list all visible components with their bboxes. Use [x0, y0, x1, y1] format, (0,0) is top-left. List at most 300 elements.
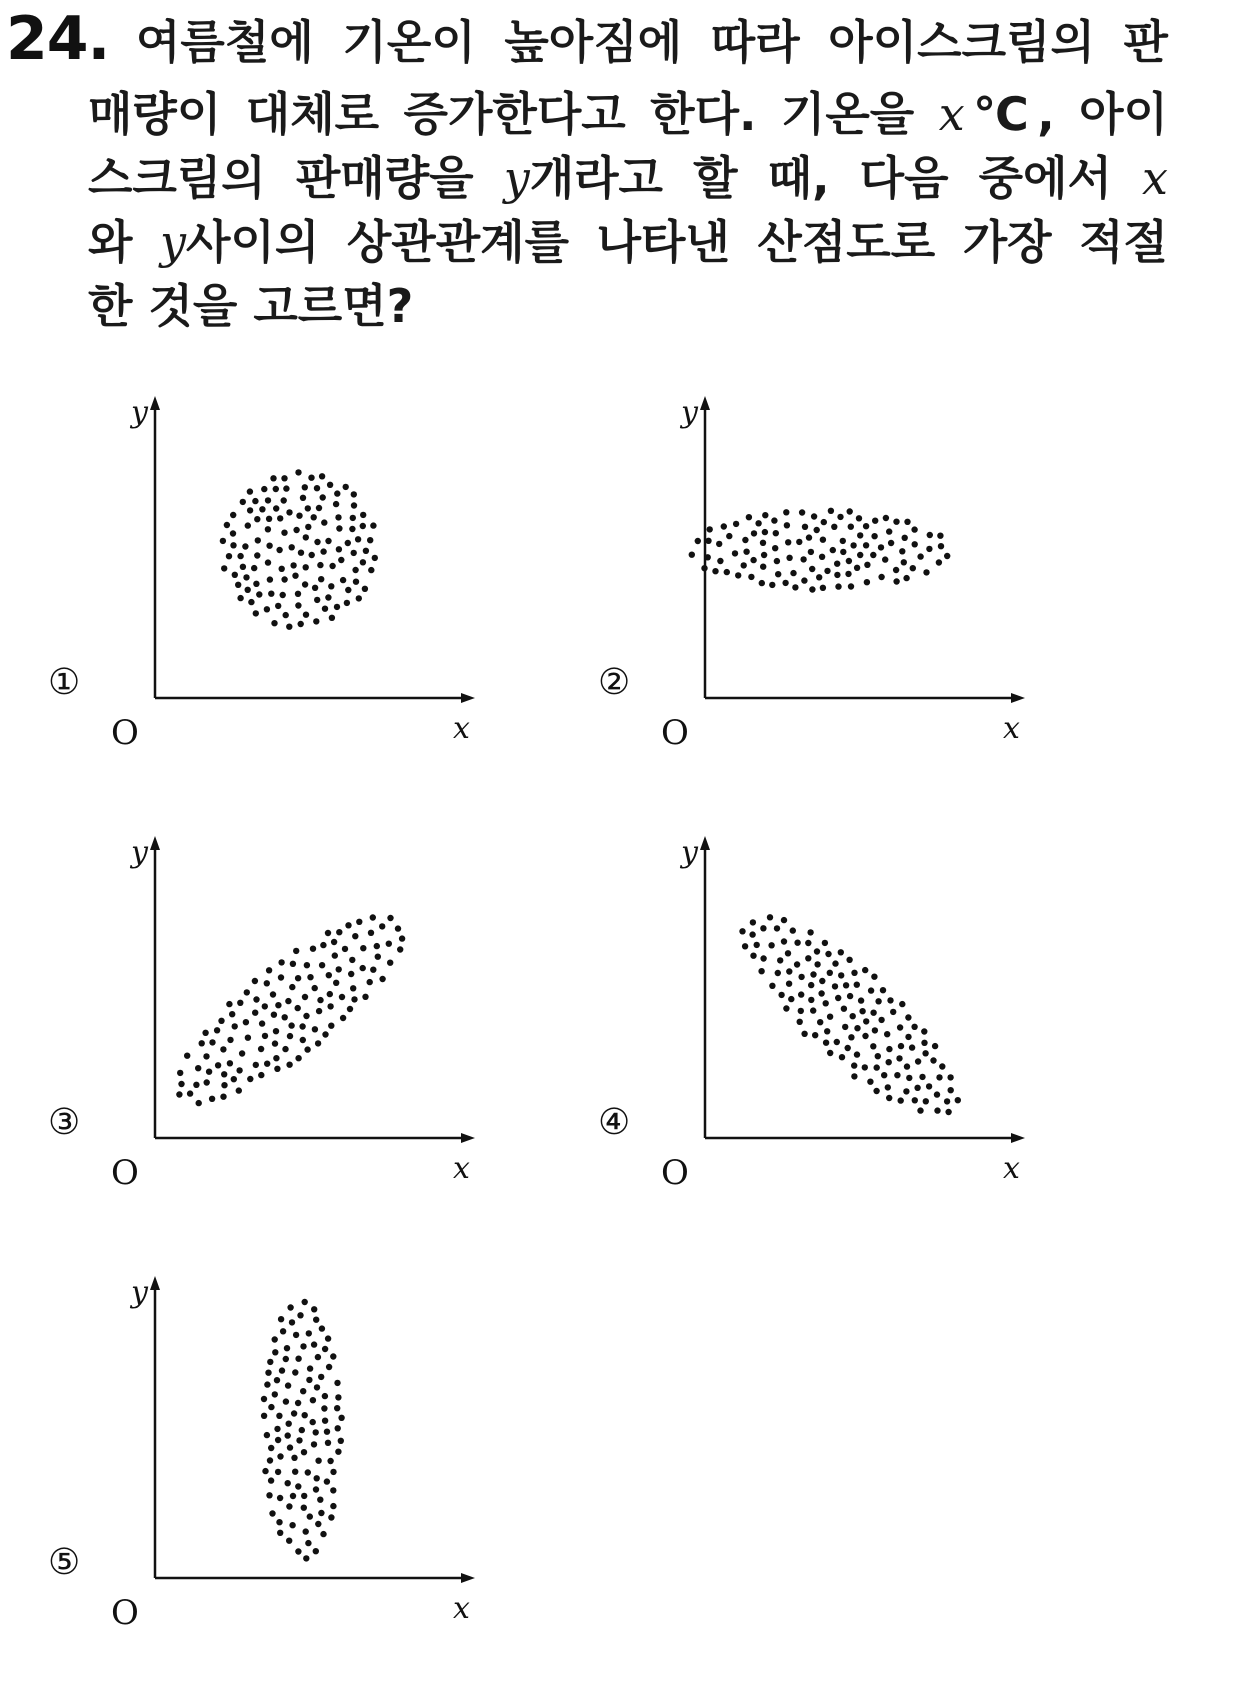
scatter-point	[367, 979, 373, 985]
scatter-point	[209, 1096, 215, 1102]
scatter-point	[350, 985, 356, 991]
scatter-point	[245, 522, 251, 528]
scatter-point	[334, 1380, 340, 1386]
option-5-scatterplot[interactable]	[40, 1270, 560, 1690]
scatter-point	[760, 925, 766, 931]
scatter-point	[760, 564, 766, 570]
scatter-point	[886, 1059, 892, 1065]
scatter-point	[923, 569, 929, 575]
scatter-point	[270, 475, 276, 481]
scatter-point	[301, 1493, 307, 1499]
scatter-point	[840, 538, 846, 544]
scatter-point	[330, 1469, 336, 1475]
scatter-point	[370, 522, 376, 528]
scatter-point	[802, 524, 808, 530]
scatter-point	[290, 1493, 296, 1499]
scatter-point	[290, 961, 296, 967]
scatter-point	[265, 526, 271, 532]
scatter-point	[287, 1033, 293, 1039]
scatter-point	[872, 518, 878, 524]
scatter-point	[360, 965, 366, 971]
question-line-5	[88, 278, 1168, 334]
scatter-point	[322, 1346, 328, 1352]
scatter-point	[326, 1364, 332, 1370]
scatter-point	[726, 533, 732, 539]
scatter-point	[797, 1019, 803, 1025]
scatter-point	[243, 1019, 249, 1025]
y-axis-arrowhead	[150, 1276, 160, 1290]
scatter-point	[806, 534, 812, 540]
scatter-point	[303, 1555, 309, 1561]
scatter-point	[302, 1412, 308, 1418]
origin-label: O	[661, 713, 689, 753]
scatter-point	[379, 923, 385, 929]
scatter-point	[896, 1055, 902, 1061]
scatter-point	[288, 1022, 294, 1028]
scatter-point	[221, 1082, 227, 1088]
scatter-point	[283, 1356, 289, 1362]
scatter-point	[265, 1370, 271, 1376]
y-axis-label: y	[131, 835, 148, 870]
scatter-point	[279, 1367, 285, 1373]
x-axis-arrowhead	[461, 1133, 475, 1143]
scatter-point	[807, 929, 813, 935]
scatter-point	[904, 1063, 910, 1069]
scatter-point	[905, 1034, 911, 1040]
scatter-point	[305, 1540, 311, 1546]
y-axis-label: y	[131, 395, 148, 430]
scatter-point	[886, 528, 892, 534]
scatter-point	[812, 1032, 818, 1038]
scatter-point	[874, 1064, 880, 1070]
scatter-point	[837, 514, 843, 520]
scatter-point	[881, 1072, 887, 1078]
scatter-point	[769, 983, 775, 989]
scatter-point	[774, 558, 780, 564]
scatter-point	[303, 534, 309, 540]
scatter-point	[338, 557, 344, 563]
scatter-point	[871, 974, 877, 980]
scatter-point	[785, 539, 791, 545]
scatter-point	[303, 1528, 309, 1534]
scatter-point	[781, 938, 787, 944]
scatter-point	[315, 1040, 321, 1046]
scatter-point	[261, 1396, 267, 1402]
scatter-point	[187, 1090, 193, 1096]
scatter-point	[319, 1325, 325, 1331]
scatter-point	[926, 546, 932, 552]
scatter-point	[322, 1031, 328, 1037]
scatter-point	[202, 1030, 208, 1036]
question-text: 사이의 상관관계를 나타낸 산점도로 가장 적절	[185, 215, 1168, 269]
scatter-point	[340, 1015, 346, 1021]
math-variable-x: x	[1142, 151, 1168, 205]
scatter-point	[809, 566, 815, 572]
scatter-point	[252, 498, 258, 504]
scatter-point	[786, 555, 792, 561]
scatter-point	[236, 1067, 242, 1073]
scatter-point	[329, 563, 335, 569]
scatter-point	[245, 1035, 251, 1041]
scatter-point	[293, 527, 299, 533]
scatter-point	[790, 570, 796, 576]
scatter-point	[897, 1024, 903, 1030]
scatter-point	[305, 1469, 311, 1475]
scatter-point	[790, 927, 796, 933]
scatter-point	[350, 515, 356, 521]
scatter-point	[306, 1330, 312, 1336]
scatter-point	[311, 1441, 317, 1447]
scatter-point	[258, 1046, 264, 1052]
scatter-point	[295, 1005, 301, 1011]
scatter-point	[798, 974, 804, 980]
scatter-point	[265, 559, 271, 565]
scatter-point	[330, 1503, 336, 1509]
scatter-point	[792, 584, 798, 590]
option-marker[interactable]: ④	[598, 1102, 631, 1143]
scatter-point	[823, 1000, 829, 1006]
scatter-point	[285, 1432, 291, 1438]
scatter-point	[823, 1040, 829, 1046]
scatter-point	[945, 1109, 951, 1115]
scatter-point	[227, 1060, 233, 1066]
scatter-points	[220, 469, 378, 630]
scatter-point	[909, 1044, 915, 1050]
scatter-point	[239, 1050, 245, 1056]
scatter-point	[237, 553, 243, 559]
scatter-point	[857, 532, 863, 538]
scatter-point	[862, 1033, 868, 1039]
scatter-point	[295, 602, 301, 608]
scatter-point	[274, 1426, 280, 1432]
scatter-point	[327, 991, 333, 997]
scatter-point	[272, 1040, 278, 1046]
scatter-point	[311, 514, 317, 520]
scatter-point	[870, 1010, 876, 1016]
scatter-point	[751, 530, 757, 536]
scatter-point	[884, 1031, 890, 1037]
scatter-point	[317, 997, 323, 1003]
scatter-point	[748, 574, 754, 580]
scatter-point	[707, 526, 713, 532]
scatter-point	[317, 1497, 323, 1503]
scatter-point	[705, 538, 711, 544]
scatter-point	[878, 574, 884, 580]
scatter-point	[921, 1028, 927, 1034]
scatter-point	[338, 1438, 344, 1444]
scatter-point	[854, 982, 860, 988]
scatter-point	[370, 914, 376, 920]
y-axis-label: y	[681, 835, 698, 870]
scatter-points	[176, 914, 405, 1106]
scatter-point	[254, 516, 260, 522]
option-marker[interactable]: ①	[48, 662, 81, 703]
scatter-point	[781, 917, 787, 923]
scatter-point	[811, 513, 817, 519]
scatter-point	[808, 982, 814, 988]
scatter-point	[937, 533, 943, 539]
scatter-point	[313, 1429, 319, 1435]
origin-label: O	[661, 1153, 689, 1193]
scatter-point	[701, 565, 707, 571]
scatter-point	[204, 1079, 210, 1085]
scatter-point	[301, 1449, 307, 1455]
scatter-point	[313, 1317, 319, 1323]
question-line-2	[88, 86, 1168, 142]
scatter-point	[775, 970, 781, 976]
scatter-point	[259, 506, 265, 512]
scatter-point	[351, 550, 357, 556]
option-1-scatterplot[interactable]	[40, 390, 560, 810]
scatter-point	[712, 568, 718, 574]
scatter-point	[252, 978, 258, 984]
scatter-point	[268, 591, 274, 597]
scatter-point	[769, 582, 775, 588]
scatter-point	[316, 505, 322, 511]
scatter-point	[840, 549, 846, 555]
scatter-point	[295, 975, 301, 981]
scatter-point	[888, 540, 894, 546]
y-axis-arrowhead	[700, 396, 710, 410]
scatter-point	[313, 618, 319, 624]
scatter-point	[274, 1066, 280, 1072]
scatter-point	[352, 567, 358, 573]
scatter-point	[286, 1062, 292, 1068]
scatter-point	[349, 526, 355, 532]
scatter-point	[258, 1072, 264, 1078]
scatter-point	[379, 976, 385, 982]
scatter-point	[184, 1053, 190, 1059]
scatter-point	[279, 566, 285, 572]
scatter-point	[264, 980, 270, 986]
scatter-point	[273, 1028, 279, 1034]
scatter-point	[841, 1006, 847, 1012]
scatter-point	[336, 929, 342, 935]
scatter-point	[342, 946, 348, 952]
scatter-point	[399, 935, 405, 941]
scatter-point	[873, 1088, 879, 1094]
scatter-point	[846, 558, 852, 564]
scatter-point	[328, 1023, 334, 1029]
option-marker[interactable]: ③	[48, 1102, 81, 1143]
scatter-point	[848, 524, 854, 530]
scatter-point	[313, 1486, 319, 1492]
scatter-point	[301, 1505, 307, 1511]
option-2-scatterplot[interactable]	[590, 390, 1110, 810]
scatter-point	[286, 1538, 292, 1544]
scatter-point	[762, 512, 768, 518]
scatter-point	[343, 484, 349, 490]
scatter-point	[267, 576, 273, 582]
scatter-point	[858, 997, 864, 1003]
scatter-point	[247, 507, 253, 513]
scatter-point	[199, 1040, 205, 1046]
scatter-point	[318, 576, 324, 582]
scatter-point	[886, 1046, 892, 1052]
scatter-point	[280, 1328, 286, 1334]
scatter-point	[266, 1492, 272, 1498]
scatter-point	[921, 1040, 927, 1046]
scatter-point	[243, 574, 249, 580]
scatter-point	[316, 1008, 322, 1014]
scatter-point	[295, 1055, 301, 1061]
scatter-point	[290, 562, 296, 568]
scatter-point	[878, 544, 884, 550]
scatter-point	[859, 1008, 865, 1014]
scatter-point	[786, 968, 792, 974]
scatter-point	[875, 998, 881, 1004]
scatter-point	[253, 581, 259, 587]
scatter-point	[805, 955, 811, 961]
scatter-point	[955, 1097, 961, 1103]
scatter-point	[253, 610, 259, 616]
scatter-point	[275, 1437, 281, 1443]
scatter-point	[319, 962, 325, 968]
scatter-point	[322, 606, 328, 612]
scatter-point	[329, 615, 335, 621]
scatter-point	[275, 1469, 281, 1475]
scatter-point	[810, 971, 816, 977]
scatter-point	[893, 519, 899, 525]
scatter-point	[267, 1457, 273, 1463]
scatter-point	[809, 586, 815, 592]
scatter-point	[899, 548, 905, 554]
scatter-point	[328, 583, 334, 589]
scatter-point	[273, 1055, 279, 1061]
scatter-point	[310, 1397, 316, 1403]
scatter-point	[262, 1468, 268, 1474]
scatter-point	[871, 533, 877, 539]
y-axis-label: y	[681, 395, 698, 430]
scatter-point	[772, 545, 778, 551]
scatter-point	[743, 549, 749, 555]
math-variable-x: x	[938, 87, 965, 141]
scatter-point	[268, 1477, 274, 1483]
scatter-point	[276, 1413, 282, 1419]
scatter-point	[870, 552, 876, 558]
scatter-point	[886, 1095, 892, 1101]
scatter-point	[724, 569, 730, 575]
scatter-point	[878, 1017, 884, 1023]
scatter-point	[300, 1343, 306, 1349]
scatter-point	[904, 519, 910, 525]
x-axis-arrowhead	[1011, 693, 1025, 703]
origin-label: O	[111, 713, 139, 753]
scatter-point	[856, 515, 862, 521]
scatter-point	[240, 564, 246, 570]
scatter-point	[798, 1008, 804, 1014]
scatter-point	[292, 1469, 298, 1475]
scatter-point	[220, 1094, 226, 1100]
scatter-point	[287, 1444, 293, 1450]
scatter-point	[320, 1531, 326, 1537]
scatter-point	[273, 505, 279, 511]
scatter-point	[304, 1046, 310, 1052]
scatter-point	[311, 1341, 317, 1347]
x-axis-label: x	[453, 1151, 470, 1186]
scatter-point	[310, 1419, 316, 1425]
x-axis-arrowhead	[1011, 1133, 1025, 1143]
scatter-point	[845, 571, 851, 577]
scatter-point	[395, 925, 401, 931]
scatter-point	[289, 1522, 295, 1528]
scatter-point	[717, 558, 723, 564]
scatter-point	[314, 1475, 320, 1481]
scatter-point	[786, 981, 792, 987]
scatter-point	[932, 1043, 938, 1049]
scatter-point	[320, 942, 326, 948]
scatter-point	[898, 1043, 904, 1049]
scatter-point	[237, 1000, 243, 1006]
scatter-point	[325, 1440, 331, 1446]
scatter-point	[911, 526, 917, 532]
scatter-point	[755, 520, 761, 526]
option-marker[interactable]: ⑤	[48, 1542, 81, 1583]
scatter-point	[816, 574, 822, 580]
scatter-point	[883, 515, 889, 521]
scatter-point	[254, 552, 260, 558]
scatter-point	[850, 1013, 856, 1019]
math-variable-y: y	[503, 151, 530, 205]
scatter-point	[758, 968, 764, 974]
scatter-point	[785, 950, 791, 956]
scatter-point	[264, 1432, 270, 1438]
scatter-point	[936, 559, 942, 565]
scatter-point	[282, 1014, 288, 1020]
scatter-point	[862, 1064, 868, 1070]
x-axis-arrowhead	[461, 693, 475, 703]
scatter-point	[307, 974, 313, 980]
scatter-point	[315, 1458, 321, 1464]
scatter-point	[352, 933, 358, 939]
scatter-point	[247, 1076, 253, 1082]
scatter-point	[742, 537, 748, 543]
scatter-point	[264, 606, 270, 612]
scatter-point	[340, 577, 346, 583]
scatter-point	[226, 553, 232, 559]
scatter-point	[347, 1006, 353, 1012]
scatter-point	[335, 1449, 341, 1455]
scatter-point	[262, 1033, 268, 1039]
scatter-point	[851, 1062, 857, 1068]
scatter-point	[386, 941, 392, 947]
option-marker[interactable]: ②	[598, 662, 631, 703]
scatter-point	[824, 1028, 830, 1034]
scatter-point	[325, 1335, 331, 1341]
scatter-point	[810, 1007, 816, 1013]
scatter-point	[821, 519, 827, 525]
scatter-point	[800, 556, 806, 562]
scatter-point	[240, 499, 246, 505]
scatter-point	[741, 562, 747, 568]
scatter-point	[322, 1393, 328, 1399]
option-4-scatterplot[interactable]	[590, 830, 1110, 1250]
scatter-point	[345, 540, 351, 546]
option-3-scatterplot[interactable]	[40, 830, 560, 1250]
scatter-point	[831, 524, 837, 530]
scatter-point	[333, 980, 339, 986]
scatter-point	[318, 1374, 324, 1380]
scatter-point	[761, 552, 767, 558]
scatter-point	[314, 597, 320, 603]
question-text: 한 것을 고르면?	[88, 279, 414, 333]
scatter-point	[794, 961, 800, 967]
scatter-point	[934, 1091, 940, 1097]
scatter-point	[348, 971, 354, 977]
scatter-point	[338, 1415, 344, 1421]
scatter-point	[349, 957, 355, 963]
scatter-point	[305, 524, 311, 530]
